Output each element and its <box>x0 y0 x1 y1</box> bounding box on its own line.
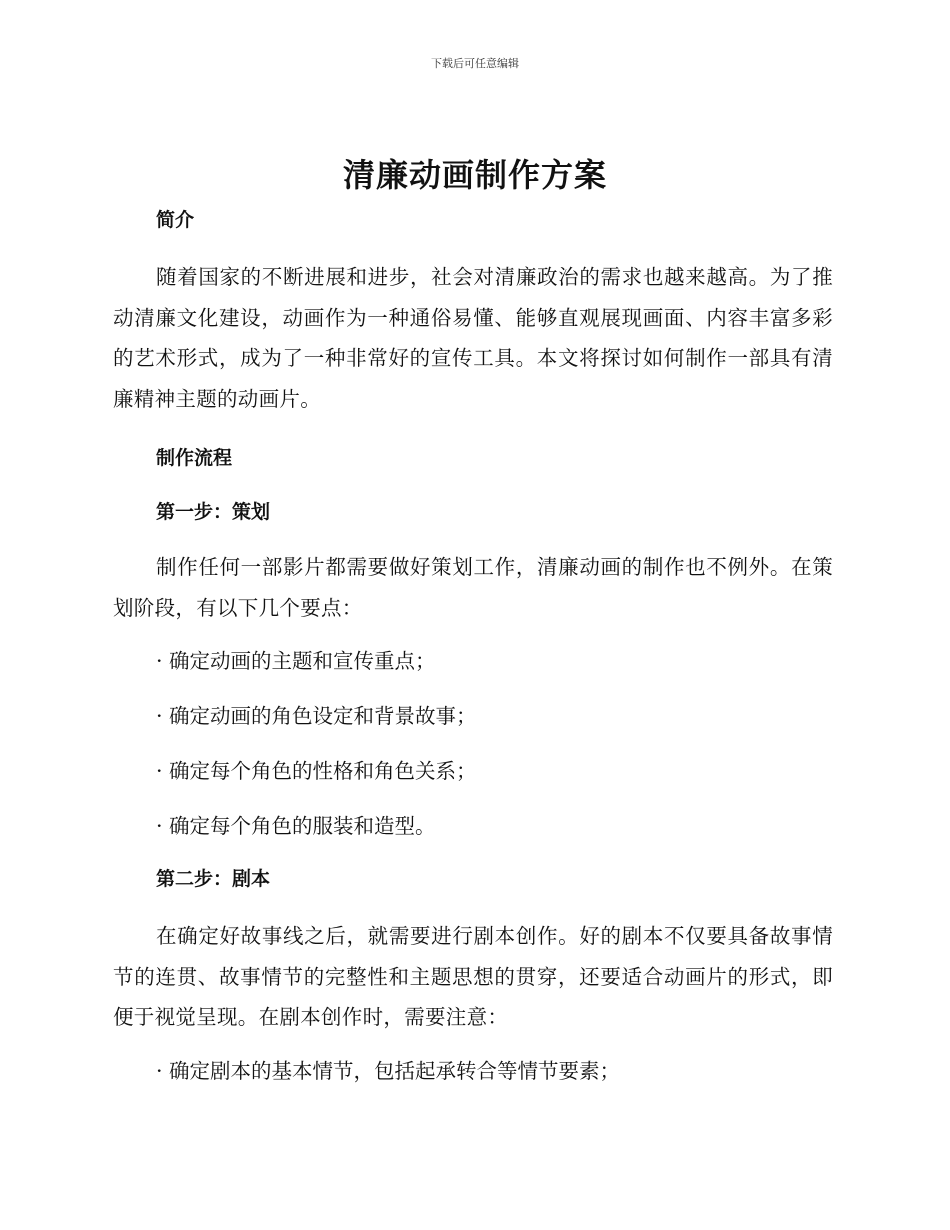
section-heading-intro: 简介 <box>156 209 195 231</box>
header-note: 下载后可任意编辑 <box>431 57 519 70</box>
section-heading-step1: 第一步：策划 <box>156 501 271 523</box>
step2-paragraph: 在确定好故事线之后，就需要进行剧本创作。好的剧本不仅要具备故事情节的连贯、故事情节的完整性和主题思想的贯穿，还要适合动画片的形式，即便于视觉呈现。在剧本创作时，需要注意： <box>113 924 833 1029</box>
list-item: · 确定每个角色的性格和角色关系； <box>156 759 477 783</box>
intro-paragraph: 随着国家的不断进展和进步，社会对清廉政治的需求也越来越高。为了推动清廉文化建设，动画作为一种通俗易懂、能够直观展现画面、内容丰富多彩的艺术形式，成为了一种非常好的宣传工具。本文将探讨如何制作一部具有清廉精神主题的动画片。 <box>113 265 833 411</box>
step1-paragraph: 制作任何一部影片都需要做好策划工作，清廉动画的制作也不例外。在策划阶段，有以下几个要点： <box>113 555 833 620</box>
list-item: · 确定动画的角色设定和背景故事； <box>156 704 477 728</box>
document-body <box>113 205 833 1087</box>
section-heading-step2: 第二步：剧本 <box>156 868 271 890</box>
list-item: · 确定动画的主题和宣传重点； <box>156 649 436 673</box>
list-item: · 确定每个角色的服装和造型。 <box>156 814 436 838</box>
list-item: · 确定剧本的基本情节，包括起承转合等情节要素； <box>156 1058 621 1083</box>
section-heading-process: 制作流程 <box>156 447 233 469</box>
document-title: 清廉动画制作方案 <box>342 156 607 194</box>
